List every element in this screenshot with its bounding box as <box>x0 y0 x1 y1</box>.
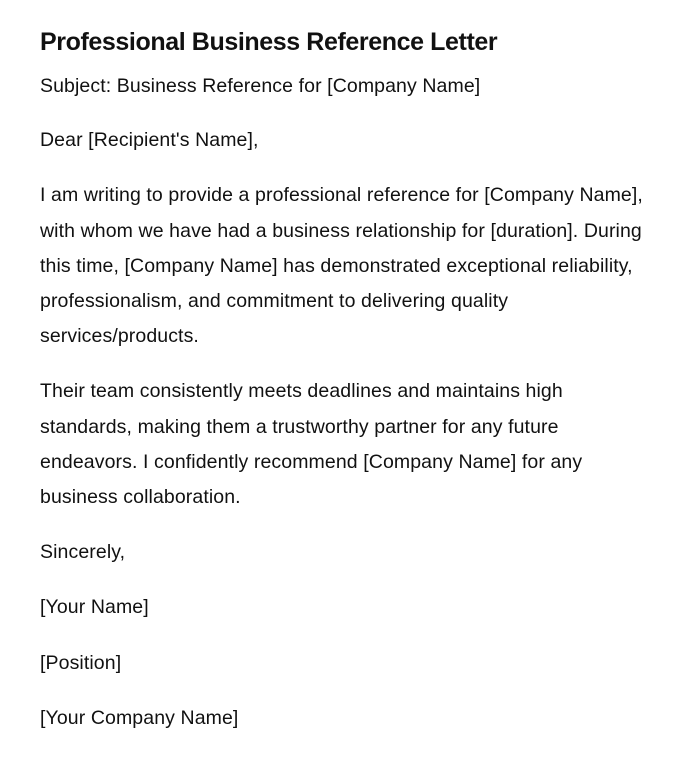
signature-position: [Position] <box>40 651 122 674</box>
subject-line: Subject: Business Reference for [Company Name] <box>40 75 481 97</box>
greeting: Dear [Recipient's Name], <box>40 129 259 152</box>
page-title: Professional Business Reference Letter <box>40 28 498 56</box>
body-paragraph: I am writing to provide a professional reference for [Company Name], with whom we have had a business relationship for [duration]. During this time, [Company Name] has demonstrated exceptional reliability, professionalism, and commitment to delivering quality services/products. <box>40 184 643 348</box>
closing: Sincerely, <box>40 541 126 564</box>
signature-name: [Your Name] <box>40 596 149 619</box>
body-paragraph: Their team consistently meets deadlines and maintains high standards, making them a trustworthy partner for any future endeavors. I confidently recommend [Company Name] for any business collaboration. <box>40 380 583 509</box>
signature-company: [Your Company Name] <box>40 706 239 729</box>
